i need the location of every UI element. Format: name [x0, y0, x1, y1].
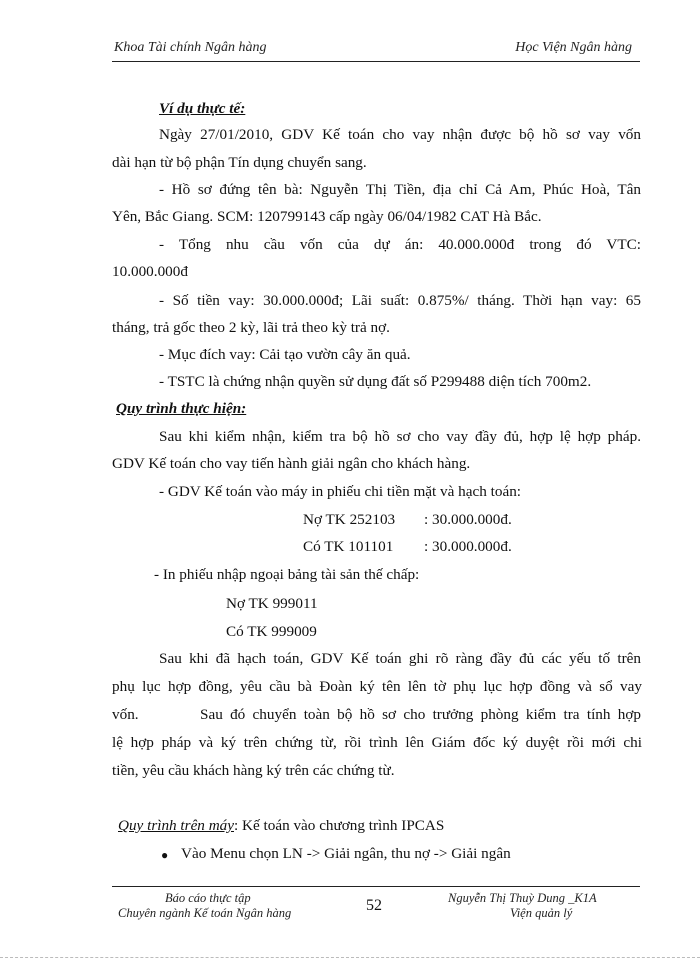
p10-line4: lệ hợp pháp và ký trên chứng từ, rồi trình lên Giám đốc ký duyệt rồi mới chi [112, 734, 642, 751]
machine-process-text: : Kế toán vào chương trình IPCAS [234, 817, 445, 834]
p5-line: - Mục đích vay: Cải tạo vườn cây ăn quả. [159, 346, 411, 363]
footer-right-line1: Nguyễn Thị Thuỳ Dung _K1A [448, 891, 597, 905]
process-heading: Quy trình thực hiện: [116, 400, 247, 417]
p9-line: - In phiếu nhập ngoại bảng tài sản thế chấp: [154, 566, 420, 583]
page-number: 52 [366, 897, 382, 914]
p4-line2: tháng, trả gốc theo 2 kỳ, lãi trả theo kỳ trả nợ. [112, 319, 390, 336]
p1-line2: dài hạn từ bộ phận Tín dụng chuyển sang. [112, 154, 367, 171]
entry2-account: Có TK 101101 [303, 538, 394, 555]
p2-line1: - Hồ sơ đứng tên bà: Nguyễn Thị Tiền, địa chỉ Cả Am, Phúc Hoà, Tân [159, 181, 641, 198]
p10-line5: tiền, yêu cầu khách hàng ký trên các chứng từ. [112, 762, 395, 779]
p2-line2: Yên, Bắc Giang. SCM: 120799143 cấp ngày 06/04/1982 CAT Hà Bắc. [112, 208, 542, 225]
header-rule [112, 61, 640, 62]
bullet-item: Vào Menu chọn LN -> Giải ngân, thu nợ -> Giải ngân [181, 845, 511, 862]
p1-line1: Ngày 27/01/2010, GDV Kế toán cho vay nhận được bộ hồ sơ vay vốn [159, 126, 641, 143]
p10-line3a: vốn. [112, 706, 139, 723]
entry4: Có TK 999009 [226, 623, 317, 640]
p8-line: - GDV Kế toán vào máy in phiếu chi tiền mặt và hạch toán: [159, 483, 522, 500]
footer-left-line1: Báo cáo thực tập [165, 891, 251, 905]
p3-line2: 10.000.000đ [112, 263, 188, 280]
footer-rule [112, 886, 640, 887]
bullet-icon: ● [161, 848, 169, 862]
footer-right-line2: Viện quản lý [510, 906, 573, 920]
page-edge-divider [0, 957, 700, 958]
entry3: Nợ TK 999011 [226, 595, 318, 612]
p10-line2: phụ lục hợp đồng, yêu cầu bà Đoàn ký tên lên tờ phụ lục hợp đồng và sổ vay [112, 678, 642, 695]
entry2-amount: : 30.000.000đ. [424, 538, 512, 555]
entry1-amount: : 30.000.000đ. [424, 511, 512, 528]
example-heading: Ví dụ thực tế: [159, 100, 246, 117]
header-left: Khoa Tài chính Ngân hàng [114, 40, 267, 55]
entry1-account: Nợ TK 252103 [303, 511, 396, 528]
p4-line1: - Số tiền vay: 30.000.000đ; Lãi suất: 0.875%/ tháng. Thời hạn vay: 65 [159, 292, 641, 309]
p7-line2: GDV Kế toán cho vay tiến hành giải ngân cho khách hàng. [112, 455, 471, 472]
machine-process-label: Quy trình trên máy [118, 817, 234, 834]
footer-left-line2: Chuyên ngành Kế toán Ngân hàng [118, 906, 292, 920]
p7-line1: Sau khi kiểm nhận, kiểm tra bộ hồ sơ cho vay đầy đủ, hợp lệ hợp pháp. [159, 428, 641, 445]
header-right: Học Viện Ngân hàng [515, 40, 632, 55]
p10-line1: Sau khi đã hạch toán, GDV Kế toán ghi rõ ràng đầy đủ các yếu tố trên [159, 650, 641, 667]
machine-process-line [118, 817, 444, 835]
p6-line: - TSTC là chứng nhận quyền sử dụng đất số P299488 diện tích 700m2. [159, 373, 592, 390]
p3-line1: - Tổng nhu cầu vốn của dự án: 40.000.000đ trong đó VTC: [159, 236, 641, 253]
p10-line3b: Sau đó chuyển toàn bộ hồ sơ cho trưởng phòng kiểm tra tính hợp [200, 706, 641, 723]
